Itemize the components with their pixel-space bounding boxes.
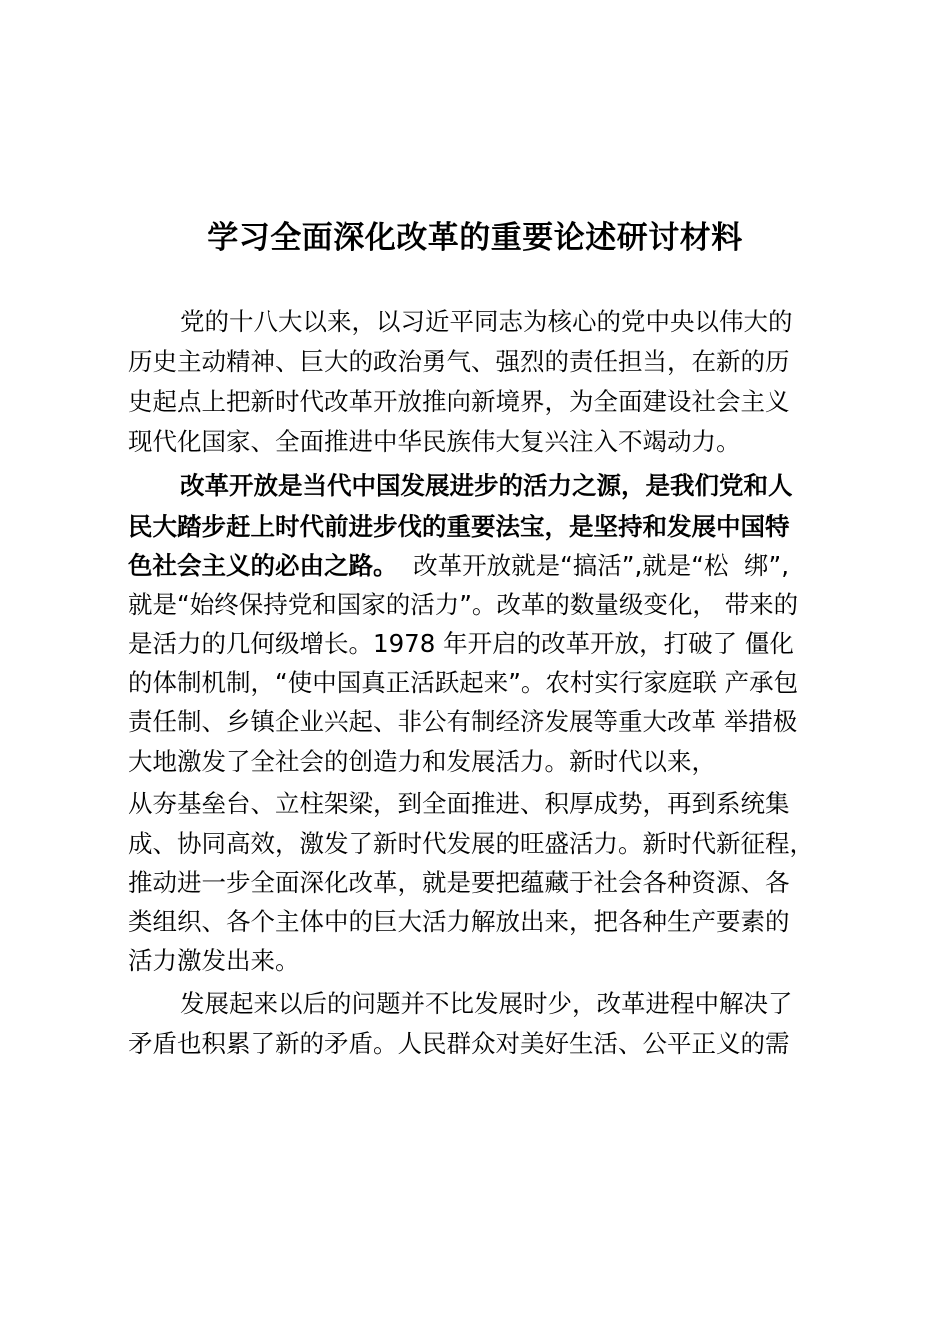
paragraph-2-line-10: 成、协同高效，激发了新时代发展的旺盛活力。新时代新征程， — [128, 829, 814, 858]
paragraph-2-line-6: 的体制机制，“使中国真正活跃起来”。农村实行家庭联 产承包 — [128, 668, 799, 697]
paragraph-3-line-2: 矛盾也积累了新的矛盾。人民群众对美好生活、公平正义的需 — [128, 1029, 790, 1058]
paragraph-2-line-4: 就是“始终保持党和国家的活力”。改革的数量级变化， 带来的 — [128, 590, 799, 619]
paragraph-2-line-3-rest: 改革开放就是“搞活”,就是“松 绑”, — [397, 551, 789, 580]
paragraph-2-line-3 — [128, 546, 789, 586]
paragraph-1-line-2: 历史主动精神、巨大的政治勇气、强烈的责任担当，在新的历 — [128, 347, 790, 376]
document-title: 学习全面深化改革的重要论述研讨材料 — [207, 220, 743, 256]
paragraph-1-line-3: 史起点上把新时代改革开放推向新境界，为全面建设社会主义 — [128, 387, 790, 416]
paragraph-2-line-11: 推动进一步全面深化改革，就是要把蕴藏于社会各种资源、各 — [128, 868, 790, 897]
paragraph-2-line-7: 责任制、乡镇企业兴起、非公有制经济发展等重大改革 举措极 — [128, 707, 798, 736]
paragraph-2-line-12: 类组织、各个主体中的巨大活力解放出来，把各种生产要素的 — [128, 907, 790, 936]
paragraph-2-line-8: 大地激发了全社会的创造力和发展活力。新时代以来， — [128, 747, 716, 776]
paragraph-2-bold-line-2: 民大踏步赶上时代前进步伐的重要法宝，是坚持和发展中国特 — [128, 512, 790, 541]
paragraph-1-line-4: 现代化国家、全面推进中华民族伟大复兴注入不竭动力。 — [128, 427, 741, 456]
paragraph-2-bold-line-1: 改革开放是当代中国发展进步的活力之源，是我们党和人 — [180, 471, 793, 500]
paragraph-2-line-13: 活力激发出来。 — [128, 946, 300, 975]
paragraph-2-line-5: 是活力的几何级增长。1978 年开启的改革开放，打破了 僵化 — [128, 629, 794, 658]
paragraph-3-line-1: 发展起来以后的问题并不比发展时少，改革进程中解决了 — [180, 989, 793, 1018]
paragraph-1-line-1: 党的十八大以来，以习近平同志为核心的党中央以伟大的 — [180, 307, 793, 336]
paragraph-2-bold-line-3: 色社会主义的必由之路。 — [128, 551, 398, 580]
paragraph-2-line-9: 从夯基垒台、立柱架梁，到全面推进、积厚成势，再到系统集 — [128, 789, 790, 818]
